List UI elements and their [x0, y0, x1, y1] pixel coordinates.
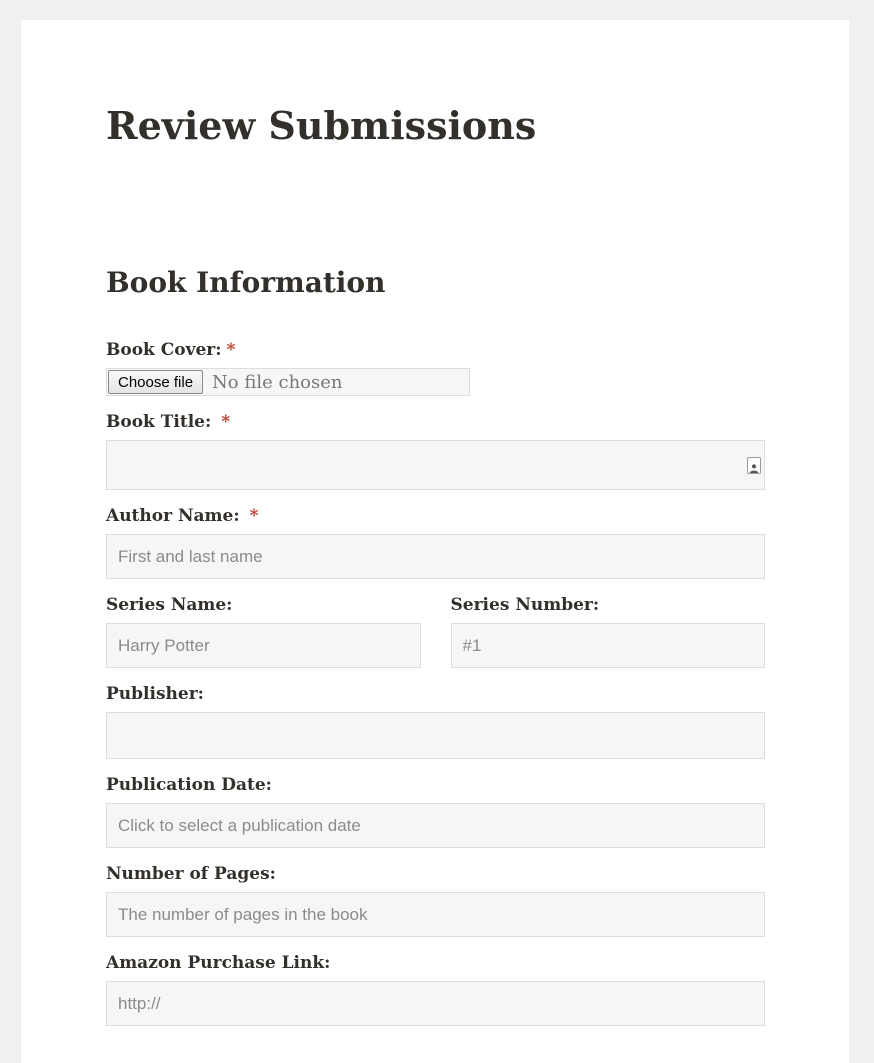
- field-number-of-pages: [106, 865, 765, 937]
- series-number-input[interactable]: [451, 623, 766, 668]
- field-publisher: [106, 685, 765, 759]
- author-name-input[interactable]: [106, 534, 765, 579]
- page-title: Review Submissions: [106, 103, 537, 148]
- required-asterisk: *: [249, 506, 259, 526]
- file-chosen-status: No file chosen: [212, 371, 343, 393]
- field-book-cover: [106, 341, 765, 396]
- amazon-purchase-link-input[interactable]: [106, 981, 765, 1026]
- autofill-icon[interactable]: [747, 457, 761, 474]
- number-of-pages-input[interactable]: [106, 892, 765, 937]
- section-heading-book-information: Book Information: [106, 266, 386, 299]
- author-name-label: [106, 507, 765, 525]
- choose-file-button[interactable]: Choose file: [108, 370, 203, 394]
- required-asterisk: *: [221, 412, 231, 432]
- series-number-label: Series Number:: [450, 595, 600, 615]
- series-name-input[interactable]: [106, 623, 421, 668]
- field-book-title: [106, 413, 765, 490]
- author-name-label-text: Author Name:: [106, 506, 240, 526]
- field-series-number: [451, 596, 766, 668]
- series-name-label: Series Name:: [106, 595, 233, 615]
- content-card: [21, 20, 849, 1063]
- book-title-input[interactable]: [106, 440, 765, 490]
- field-publication-date: [106, 776, 765, 848]
- publisher-input[interactable]: [106, 712, 765, 759]
- field-series-name: [106, 596, 421, 668]
- publisher-label: Publisher:: [106, 684, 204, 704]
- amazon-purchase-link-label: Amazon Purchase Link:: [106, 953, 331, 973]
- required-asterisk: *: [226, 340, 236, 360]
- book-title-label: [106, 413, 765, 431]
- field-author-name: [106, 507, 765, 579]
- book-title-input-wrap: [106, 440, 765, 490]
- book-cover-label-text: Book Cover:: [106, 340, 222, 360]
- book-cover-file-input[interactable]: [106, 368, 470, 396]
- field-amazon-purchase-link: [106, 954, 765, 1026]
- book-title-label-text: Book Title:: [106, 412, 212, 432]
- field-series-row: [106, 596, 765, 668]
- book-cover-label: [106, 341, 765, 359]
- book-information-form: [106, 341, 765, 1026]
- publication-date-input[interactable]: [106, 803, 765, 848]
- publication-date-label: Publication Date:: [106, 775, 272, 795]
- number-of-pages-label: Number of Pages:: [106, 864, 276, 884]
